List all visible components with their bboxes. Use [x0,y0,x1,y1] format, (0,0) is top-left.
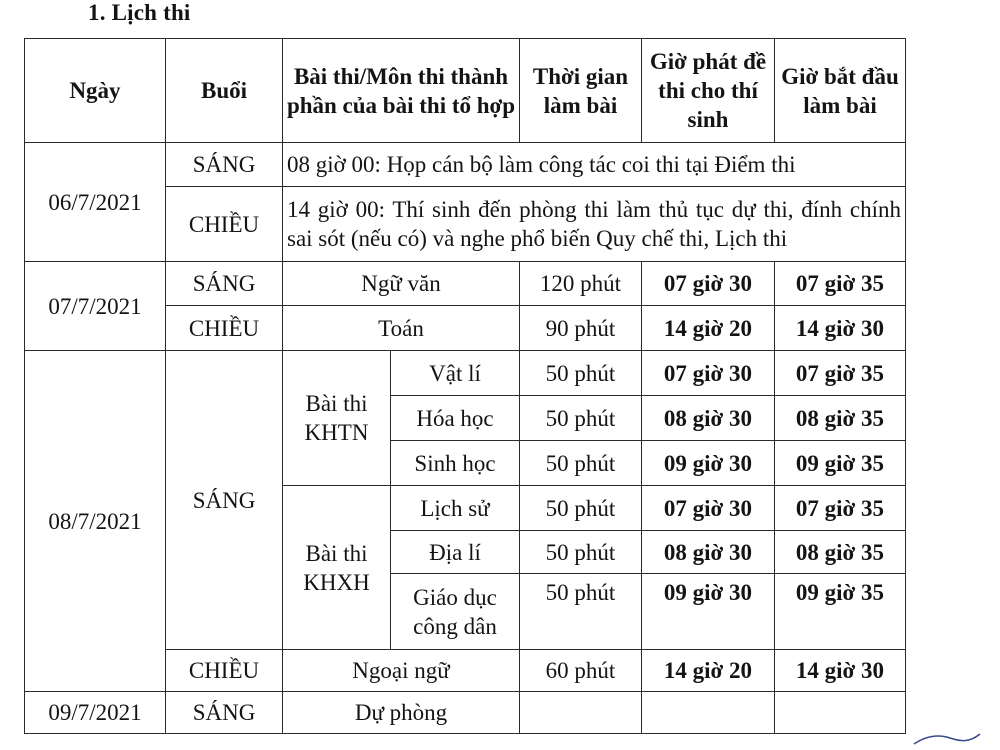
session-cell: SÁNG [166,262,283,306]
session-cell: SÁNG [166,692,283,734]
date-cell: 07/7/2021 [25,262,166,351]
start-time-cell: 08 giờ 35 [775,531,906,574]
subject-cell: Giáo dục công dân [391,574,520,650]
start-time-cell: 09 giờ 35 [775,574,906,650]
header-issue-time: Giờ phát đề thi cho thí sinh [642,39,775,143]
header-session: Buổi [166,39,283,143]
table-row [25,262,906,306]
session-cell: CHIỀU [166,187,283,262]
pen-mark-decoration [912,732,982,746]
start-time-cell: 09 giờ 35 [775,441,906,486]
table-row [25,692,906,734]
section-heading: 1. Lịch thi [88,0,191,25]
issue-time-cell: 09 giờ 30 [642,441,775,486]
duration-cell: 120 phút [520,262,642,306]
issue-time-cell: 14 giờ 20 [642,306,775,351]
issue-time-cell: 07 giờ 30 [642,486,775,531]
duration-cell: 50 phút [520,486,642,531]
start-time-cell: 07 giờ 35 [775,486,906,531]
header-duration: Thời gian làm bài [520,39,642,143]
date-cell: 06/7/2021 [25,143,166,262]
subject-cell: Dự phòng [283,692,520,734]
header-row [25,39,906,143]
subject-cell: Lịch sử [391,486,520,531]
session-cell: SÁNG [166,143,283,187]
header-subject: Bài thi/Môn thi thành phần của bài thi tổ hợp [283,39,520,143]
start-time-cell: 07 giờ 35 [775,351,906,396]
start-time-cell: 14 giờ 30 [775,650,906,692]
start-time-cell: 08 giờ 35 [775,396,906,441]
group-cell-khtn: Bài thi KHTN [283,351,391,486]
duration-cell: 60 phút [520,650,642,692]
session-cell: CHIỀU [166,650,283,692]
table-row [25,351,906,396]
subject-cell: Sinh học [391,441,520,486]
issue-time-cell: 14 giờ 20 [642,650,775,692]
issue-time-cell: 08 giờ 30 [642,531,775,574]
note-cell: 08 giờ 00: Họp cán bộ làm công tác coi thi tại Điểm thi [283,143,906,187]
duration-cell [520,692,642,734]
date-cell: 08/7/2021 [25,351,166,692]
issue-time-cell: 09 giờ 30 [642,574,775,650]
start-time-cell [775,692,906,734]
start-time-cell: 07 giờ 35 [775,262,906,306]
header-date: Ngày [25,39,166,143]
date-cell: 09/7/2021 [25,692,166,734]
issue-time-cell: 07 giờ 30 [642,351,775,396]
group-cell-khxh: Bài thi KHXH [283,486,391,650]
issue-time-cell: 08 giờ 30 [642,396,775,441]
session-cell: SÁNG [166,351,283,650]
duration-cell: 50 phút [520,574,642,650]
exam-schedule-table [24,38,906,734]
subject-cell: Vật lí [391,351,520,396]
start-time-cell: 14 giờ 30 [775,306,906,351]
issue-time-cell: 07 giờ 30 [642,262,775,306]
issue-time-cell [642,692,775,734]
session-cell: CHIỀU [166,306,283,351]
note-cell: 14 giờ 00: Thí sinh đến phòng thi làm thủ tục dự thi, đính chính sai sót (nếu có) và nghe phổ biến Quy chế thi, Lịch thi [283,187,906,262]
table-row [25,143,906,187]
subject-cell: Hóa học [391,396,520,441]
duration-cell: 50 phút [520,531,642,574]
duration-cell: 50 phút [520,396,642,441]
subject-cell: Ngoại ngữ [283,650,520,692]
duration-cell: 50 phút [520,441,642,486]
subject-cell: Địa lí [391,531,520,574]
duration-cell: 50 phút [520,351,642,396]
subject-cell: Ngữ văn [283,262,520,306]
duration-cell: 90 phút [520,306,642,351]
header-start-time: Giờ bắt đầu làm bài [775,39,906,143]
subject-cell: Toán [283,306,520,351]
